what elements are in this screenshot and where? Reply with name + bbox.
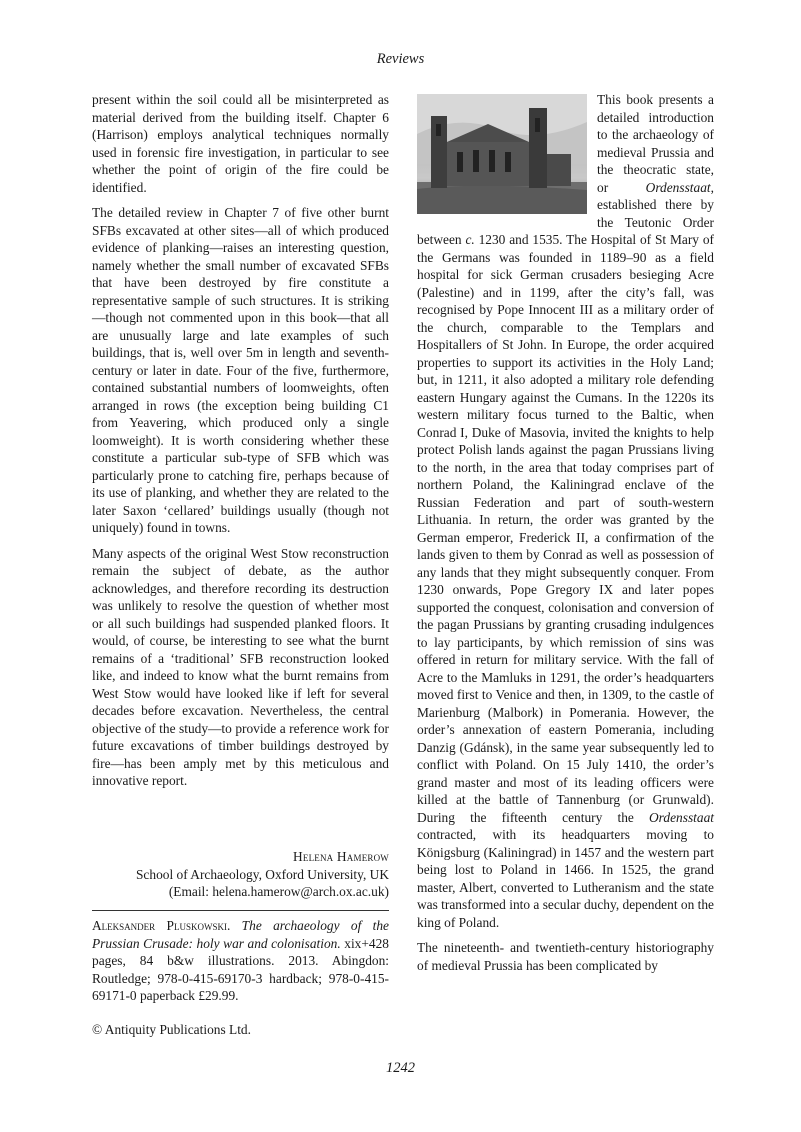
p1-term: Ordensstaat [645,179,711,195]
left-column [92,91,389,798]
book-details: xix+428 pages, 84 b&w illustrations. 2013. Abingdon: Routledge; 978-0-415-69170-3 hardback; 978-0-415-69171-0 paperback £29.99. [92,935,389,1003]
reviewer-name: Helena Hamerow [293,849,389,864]
running-head: Reviews [376,51,425,67]
p1-part1: This book presents a detailed introduction to the archaeology of medieval Prussia and the theocratic state, or [597,92,714,195]
castle-photo [417,94,587,214]
reviewer-affiliation: School of Archaeology, Oxford University, UK [135,866,389,882]
left-paragraph-3: Many aspects of the original West Stow reconstruction remain the subject of debate, as the author acknowledges, and therefore recording its destruction was unlikely to resolve the question of whether most or all such buildings had suspended planked floors. It would, of course, be interesting to see what the burnt remains of a ‘traditional’ SFB reconstruction looked like, and indeed to know what the burnt remains from West Stow would have looked like if left for several decades before excavation. Nevertheless, the central objective of the study—to provide a reference work for future excavations of timber buildings destroyed by fire—has been amply met by this meticulous and innovative report. [92,545,389,788]
reviewer-email: (Email: helena.hamerow@arch.ox.ac.uk) [168,884,389,899]
reviewer-signature [92,848,389,901]
right-paragraph-2: The nineteenth- and twentieth-century historiography of medieval Prussia has been complicated by [417,940,714,973]
left-paragraph-1: present within the soil could all be misinterpreted as material derived from the building itself. Chapter 6 (Harrison) employs analytical techniques normally used in forensic fire investigation, in particular to see whether the point of origin of the fire could be identified. [92,92,389,195]
left-paragraph-2: The detailed review in Chapter 7 of five other burnt SFBs excavated at other sites—all of which produced evidence of planking—raises an interesting question, namely whether the small number of excavated SFBs that have been destroyed by fire constitute a representative sample of such structures. It is striking—though not commented upon in this book—that all are unusually large and late examples of such buildings, that is, well over 5m in length and seventh-century or later in date. Four of the five, furthermore, contained substantial numbers of loomweights, often arranged in rows (the exception being building C1 from Yeavering, which produced only a single loomweight). It is worth considering whether these constitute a particular sub-type of SFB which was particularly prone to catching fire, perhaps because of its use of planking, and whether they are related to the later Saxon ‘cellared’ buildings usually (though not uniquely) found in towns. [92,205,389,535]
book-citation [92,917,389,1005]
section-divider [92,910,389,911]
book-title: The archaeology of the Prussian Crusade: holy war and colonisation. [92,918,390,951]
page-number: 1242 [386,1060,415,1076]
p1-term2: Ordensstaat [649,809,714,825]
castle-ruin-image [417,94,587,214]
p1-part2: , established there by the Teutonic Order between [417,179,714,247]
right-paragraph-1 [417,91,714,931]
right-column [417,91,714,982]
book-author: Aleksander Pluskowski. [92,918,231,933]
copyright-notice: © Antiquity Publications Ltd. [92,1022,251,1037]
p1-circa: c. [465,232,475,247]
p1-part4: contracted, with its headquarters moving to Königsburg (Kaliningrad) in 1457 and the western part being lost to Poland in 1466. In 1525, the grand master, Albert, converted to Lutheranism and the state was transformed into a secular duchy, dependent on the king of Poland. [417,827,714,930]
p1-part3: 1230 and 1535. The Hospital of St Mary of the Germans was founded in 1189–90 as a field hospital for sick German crusaders besieging Acre (Palestine) and in 1199, after the city’s fall, was recognised by Pope Innocent III as a military order of the church, comparable to the Templars and Hospitallers of St John. In Europe, the order acquired properties to support its activities in the Holy Land; but, in 1211, it also adopted a military role defending eastern Hungary against the Cumans. In the 1220s its western military focus turned to the Baltic, when Conrad I, Duke of Masovia, invited the knights to help protect Polish lands against the pagan Prussians living to the north, in the area that today comprises part of northern Poland, the Kaliningrad enclave of the Russian Federation and part of south-western Lithuania. In return, the order was granted by the German emperor, Frederick II, a confirmation of the lands given to them by Conrad as well as possession of any lands that they might subsequently conquer. From 1230 onwards, Pope Gregory IX and later popes supported the conquest, colonisation and conversion of the pagan Prussians by granting crusading indulgences to lay participants, by which remission of sins was offered in return for military service. With the fall of Acre to the Mamluks in 1291, the order’s headquarters moved first to Venice and then, in 1309, to the castle of Marienburg (Malbork) in Pomerania. However, the order’s annexation of eastern Pomerania, including Danzig (Gdánsk), in the same year subsequently led to conflict with Poland. On 15 July 1410, the order’s grand master and most of its leading officers were killed at the battle of Tannenburg (or Grunwald). During the fifteenth century the [417,232,714,825]
